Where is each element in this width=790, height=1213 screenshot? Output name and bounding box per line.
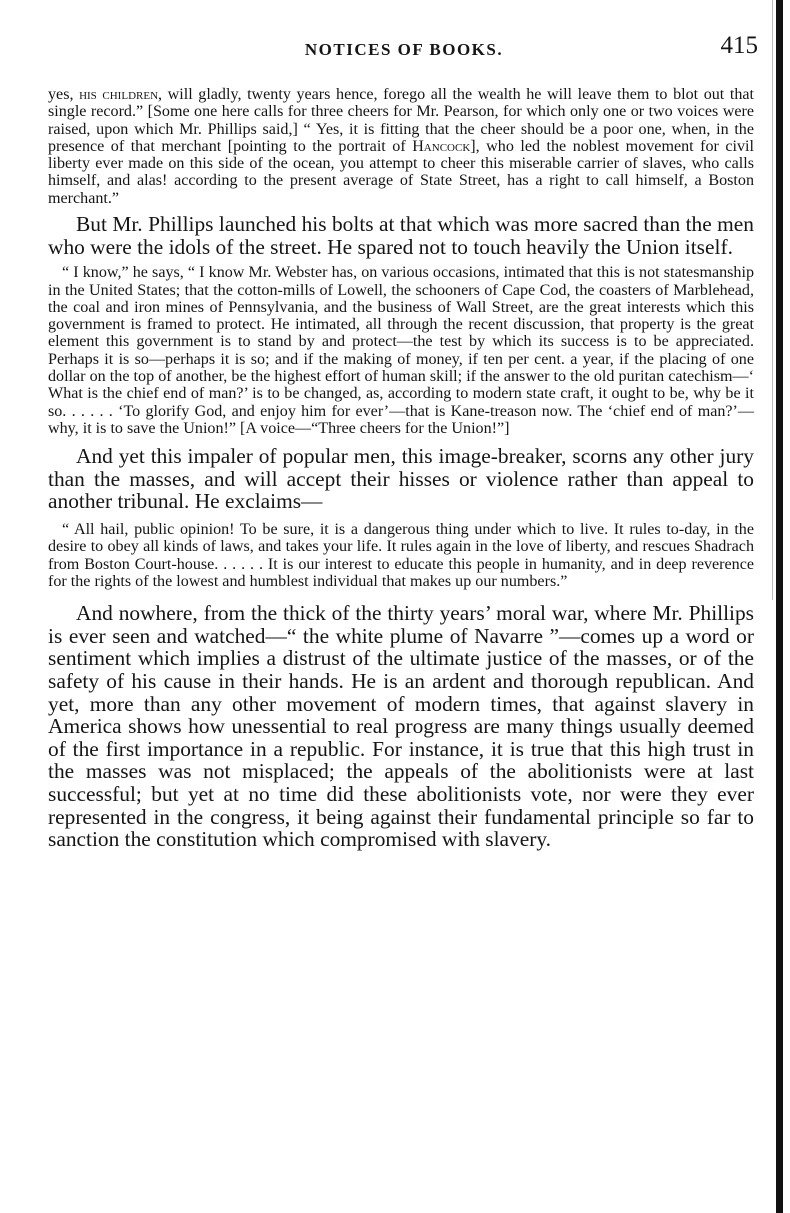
quote-paragraph-3: “ All hail, public opinion! To be sure, it is a dangerous thing under which to live. It rules to-day, in the desire to obey all kinds of laws, and takes your life. It rules again in the love of liberty, and rescues Shadrach from Boston Court-house. . . . . . It is our interest to educate this people in humanity, and in deep reverence for the rights of the lowest and humblest individual that makes up our numbers.” (48, 521, 754, 590)
page-edge-shadow (772, 0, 773, 600)
page-body (48, 86, 754, 851)
quote-text: ], who led the noblest movement for civil liberty ever made on this side of the ocean, you attempt to cheer this miserable carrier of slaves, who calls himself, and alas! according to the present average of State Street, has a right to call himself, a Boston merchant.” (48, 137, 754, 207)
quote-text: yes, (48, 86, 80, 103)
running-head: NOTICES OF BOOKS. (304, 40, 504, 59)
page-header (48, 30, 760, 70)
quote-text: , will gladly, twenty years hence, forego all the wealth he will leave them to blot out that single record.” [Some one here calls for three cheers for Mr. Pearson, for which only one or two voices were raised, upon which Mr. Phillips said,] “ Yes, it is fitting that the cheer should be a poor one, when, in the presence of that merchant [pointing to the portrait of (48, 86, 754, 155)
quote-paragraph-2: “ I know,” he says, “ I know Mr. Webster has, on various occasions, intimated that this is not statesmanship in the United States; that the cotton-mills of Lowell, the schooners of Cape Cod, the coasters of Marblehead, the coal and iron mines of Pennsylvania, and the business of Wall Street, are the great interests which this government is framed to protect. He intimated, all through the recent discussion, that property is the great element this government is to stand by and protect—the test by which its success is to be appreciated. Perhaps it is so—perhaps it is so; and if the making of money, if ten per cent. a year, if the placing of one dollar on the top of another, be the highest effort of human skill; if the answer to the old puritan catechism—‘ What is the chief end of man?’ is to be changed, as, according to modern state craft, it ought to be, why be it so. . . . . . ‘To glorify God, and enjoy him for ever’—that is Kane-treason now. The ‘chief end of man?’—why, it is to save the Union!” [A voice—“Three cheers for the Union!”] (48, 264, 754, 437)
quote-paragraph-1 (48, 86, 754, 207)
page-number: 415 (720, 32, 758, 59)
body-paragraph-1: But Mr. Phillips launched his bolts at that which was more sacred than the men who were the idols of the street. He spared not to touch heavily the Union itself. (48, 212, 754, 259)
body-paragraph-2: And yet this impaler of popular men, this image-breaker, scorns any other jury than the masses, and will accept their hisses or violence rather than appeal to another tribunal. He exclaims— (48, 444, 754, 514)
page-edge-rule (776, 0, 783, 1213)
small-caps-text: his children (79, 86, 159, 103)
body-paragraph-3: And nowhere, from the thick of the thirty years’ moral war, where Mr. Phillips is ever seen and watched—“ the white plume of Navarre ”—comes up a word or sentiment which implies a distrust of the ultimate justice of the masses, or of the safety of his cause in their hands. He is an ardent and thorough republican. And yet, more than any other movement of modern times, that against slavery in America shows how unessential to real progress are many things usually deemed of the first importance in a republic. For instance, it is true that this high trust in the masses was not misplaced; the appeals of the abolitionists were at last successful; but yet at no time did these abolitionists vote, nor were they ever represented in the congress, it being against their fundamental principle so far to sanction the constitution which compromised with slavery. (48, 601, 754, 852)
small-caps-text: Hancock (412, 137, 471, 155)
